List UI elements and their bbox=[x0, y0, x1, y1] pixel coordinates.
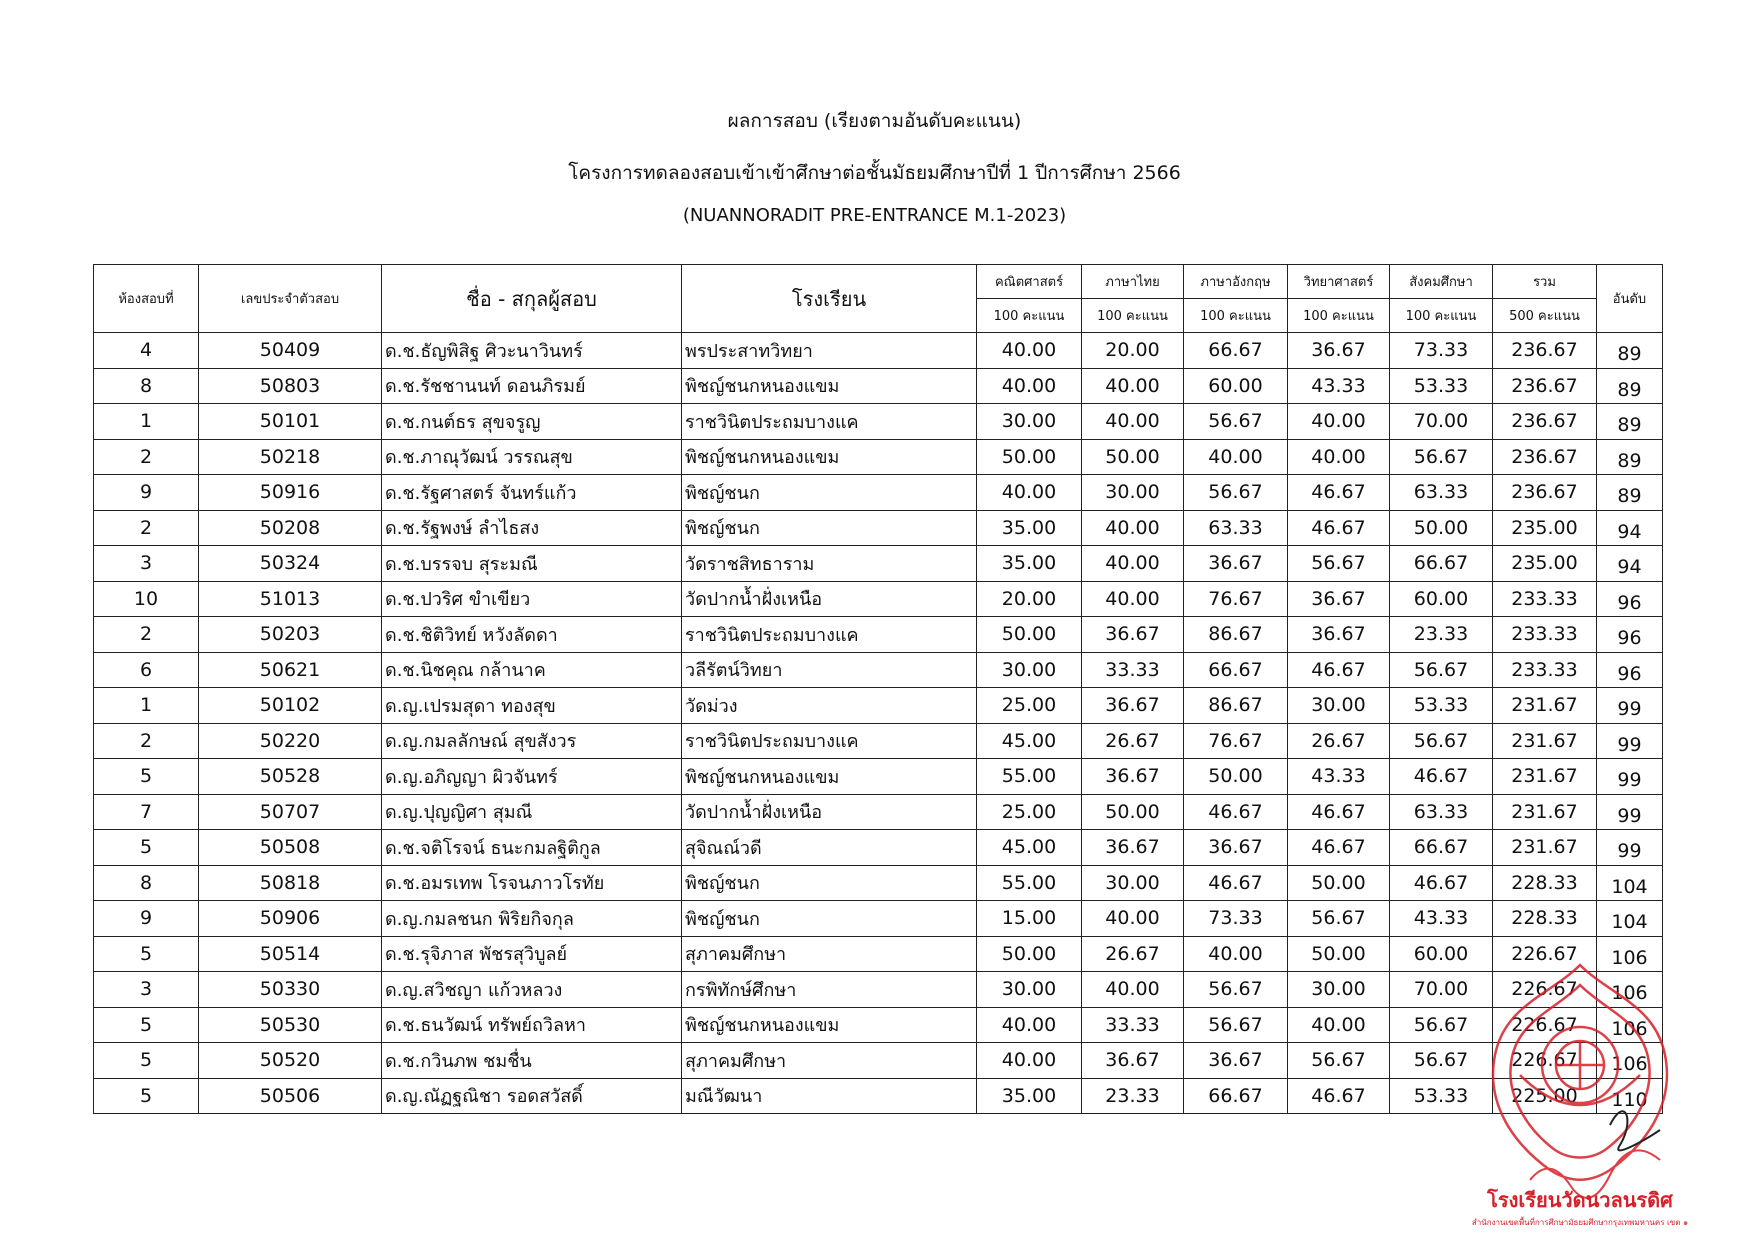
header-max-thai: 100 คะแนน bbox=[1082, 299, 1184, 333]
cell-rank: 106 bbox=[1597, 972, 1663, 1008]
cell-room: 3 bbox=[94, 546, 199, 582]
cell-rank: 96 bbox=[1597, 652, 1663, 688]
header-social: สังคมศึกษา bbox=[1390, 265, 1493, 299]
cell-school: สุจิณณ์วดี bbox=[682, 830, 977, 866]
table-row bbox=[94, 865, 1663, 901]
cell-math: 50.00 bbox=[977, 439, 1082, 475]
header-max-total: 500 คะแนน bbox=[1493, 299, 1597, 333]
cell-rank: 89 bbox=[1597, 475, 1663, 511]
table-row bbox=[94, 759, 1663, 795]
cell-social: 66.67 bbox=[1390, 830, 1493, 866]
table-row bbox=[94, 404, 1663, 440]
cell-name: ด.ญ.อภิญญา ผิวจันทร์ bbox=[382, 759, 682, 795]
cell-rank: 89 bbox=[1597, 439, 1663, 475]
cell-science: 36.67 bbox=[1288, 581, 1390, 617]
cell-social: 73.33 bbox=[1390, 333, 1493, 369]
cell-thai: 33.33 bbox=[1082, 652, 1184, 688]
cell-total: 233.33 bbox=[1493, 581, 1597, 617]
cell-english: 40.00 bbox=[1184, 439, 1288, 475]
cell-name: ด.ช.ภาณุวัฒน์ วรรณสุข bbox=[382, 439, 682, 475]
table-row bbox=[94, 581, 1663, 617]
document-title: ผลการสอบ (เรียงตามอันดับคะแนน) bbox=[727, 110, 1022, 132]
cell-rank: 104 bbox=[1597, 865, 1663, 901]
cell-english: 76.67 bbox=[1184, 723, 1288, 759]
cell-exam-id: 50203 bbox=[199, 617, 382, 653]
cell-school: มณีวัฒนา bbox=[682, 1078, 977, 1114]
cell-thai: 36.67 bbox=[1082, 688, 1184, 724]
cell-english: 36.67 bbox=[1184, 546, 1288, 582]
header-school: โรงเรียน bbox=[682, 265, 977, 333]
cell-total: 226.67 bbox=[1493, 972, 1597, 1008]
cell-thai: 36.67 bbox=[1082, 1043, 1184, 1079]
cell-math: 40.00 bbox=[977, 1043, 1082, 1079]
cell-science: 36.67 bbox=[1288, 617, 1390, 653]
cell-total: 228.33 bbox=[1493, 901, 1597, 937]
cell-science: 40.00 bbox=[1288, 1007, 1390, 1043]
cell-math: 35.00 bbox=[977, 510, 1082, 546]
cell-exam-id: 50508 bbox=[199, 830, 382, 866]
cell-math: 25.00 bbox=[977, 688, 1082, 724]
table-row bbox=[94, 830, 1663, 866]
cell-english: 56.67 bbox=[1184, 475, 1288, 511]
cell-school: พรประสาทวิทยา bbox=[682, 333, 977, 369]
cell-social: 70.00 bbox=[1390, 972, 1493, 1008]
cell-total: 233.33 bbox=[1493, 652, 1597, 688]
table-row bbox=[94, 510, 1663, 546]
cell-science: 40.00 bbox=[1288, 439, 1390, 475]
cell-rank: 96 bbox=[1597, 581, 1663, 617]
cell-thai: 50.00 bbox=[1082, 439, 1184, 475]
cell-thai: 20.00 bbox=[1082, 333, 1184, 369]
table-row bbox=[94, 475, 1663, 511]
cell-english: 46.67 bbox=[1184, 794, 1288, 830]
cell-thai: 40.00 bbox=[1082, 546, 1184, 582]
cell-room: 9 bbox=[94, 901, 199, 937]
cell-social: 56.67 bbox=[1390, 1043, 1493, 1079]
cell-english: 73.33 bbox=[1184, 901, 1288, 937]
cell-social: 60.00 bbox=[1390, 581, 1493, 617]
results-table bbox=[93, 264, 1663, 1114]
cell-total: 228.33 bbox=[1493, 865, 1597, 901]
cell-room: 8 bbox=[94, 865, 199, 901]
cell-exam-id: 50528 bbox=[199, 759, 382, 795]
cell-thai: 36.67 bbox=[1082, 759, 1184, 795]
cell-exam-id: 50102 bbox=[199, 688, 382, 724]
cell-exam-id: 50409 bbox=[199, 333, 382, 369]
cell-exam-id: 50707 bbox=[199, 794, 382, 830]
cell-rank: 99 bbox=[1597, 830, 1663, 866]
cell-name: ด.ญ.ณัฏฐณิชา รอดสวัสดิ์ bbox=[382, 1078, 682, 1114]
table-row bbox=[94, 688, 1663, 724]
table-row bbox=[94, 546, 1663, 582]
header-math: คณิตศาสตร์ bbox=[977, 265, 1082, 299]
cell-total: 231.67 bbox=[1493, 723, 1597, 759]
table-row bbox=[94, 617, 1663, 653]
header-max-math: 100 คะแนน bbox=[977, 299, 1082, 333]
cell-science: 46.67 bbox=[1288, 1078, 1390, 1114]
cell-exam-id: 50330 bbox=[199, 972, 382, 1008]
header-english: ภาษาอังกฤษ bbox=[1184, 265, 1288, 299]
cell-science: 56.67 bbox=[1288, 901, 1390, 937]
cell-science: 36.67 bbox=[1288, 333, 1390, 369]
header-max-english: 100 คะแนน bbox=[1184, 299, 1288, 333]
cell-math: 15.00 bbox=[977, 901, 1082, 937]
cell-school: วัดปากน้ำฝั่งเหนือ bbox=[682, 581, 977, 617]
cell-english: 66.67 bbox=[1184, 333, 1288, 369]
cell-math: 35.00 bbox=[977, 1078, 1082, 1114]
header-exam-id: เลขประจำตัวสอบ bbox=[199, 265, 382, 333]
cell-math: 50.00 bbox=[977, 936, 1082, 972]
cell-room: 8 bbox=[94, 368, 199, 404]
cell-name: ด.ช.ธนวัฒน์ ทรัพย์ถวิลหา bbox=[382, 1007, 682, 1043]
cell-name: ด.ช.รุจิภาส พัชรสุวิบูลย์ bbox=[382, 936, 682, 972]
header-science: วิทยาศาสตร์ bbox=[1288, 265, 1390, 299]
cell-exam-id: 50101 bbox=[199, 404, 382, 440]
table-row bbox=[94, 723, 1663, 759]
cell-exam-id: 50514 bbox=[199, 936, 382, 972]
cell-school: วลีรัตน์วิทยา bbox=[682, 652, 977, 688]
cell-math: 55.00 bbox=[977, 865, 1082, 901]
cell-english: 60.00 bbox=[1184, 368, 1288, 404]
cell-thai: 33.33 bbox=[1082, 1007, 1184, 1043]
cell-social: 46.67 bbox=[1390, 759, 1493, 795]
cell-math: 40.00 bbox=[977, 368, 1082, 404]
cell-exam-id: 50906 bbox=[199, 901, 382, 937]
cell-school: พิชญ์ชนกหนองแขม bbox=[682, 759, 977, 795]
table-row bbox=[94, 901, 1663, 937]
cell-math: 40.00 bbox=[977, 333, 1082, 369]
cell-room: 5 bbox=[94, 936, 199, 972]
cell-name: ด.ช.บรรจบ สุระมณี bbox=[382, 546, 682, 582]
cell-exam-id: 51013 bbox=[199, 581, 382, 617]
cell-exam-id: 50324 bbox=[199, 546, 382, 582]
cell-thai: 30.00 bbox=[1082, 475, 1184, 511]
cell-school: พิชญ์ชนก bbox=[682, 510, 977, 546]
cell-english: 50.00 bbox=[1184, 759, 1288, 795]
cell-rank: 94 bbox=[1597, 546, 1663, 582]
cell-english: 36.67 bbox=[1184, 830, 1288, 866]
cell-rank: 104 bbox=[1597, 901, 1663, 937]
cell-rank: 106 bbox=[1597, 1043, 1663, 1079]
cell-english: 76.67 bbox=[1184, 581, 1288, 617]
cell-room: 10 bbox=[94, 581, 199, 617]
cell-room: 7 bbox=[94, 794, 199, 830]
cell-thai: 40.00 bbox=[1082, 510, 1184, 546]
cell-room: 5 bbox=[94, 1007, 199, 1043]
header-room: ห้องสอบที่ bbox=[94, 265, 199, 333]
table-row bbox=[94, 368, 1663, 404]
cell-room: 2 bbox=[94, 510, 199, 546]
cell-school: กรพิทักษ์ศึกษา bbox=[682, 972, 977, 1008]
cell-total: 236.67 bbox=[1493, 368, 1597, 404]
cell-science: 46.67 bbox=[1288, 510, 1390, 546]
cell-rank: 99 bbox=[1597, 759, 1663, 795]
cell-social: 63.33 bbox=[1390, 794, 1493, 830]
cell-science: 56.67 bbox=[1288, 1043, 1390, 1079]
cell-math: 50.00 bbox=[977, 617, 1082, 653]
cell-rank: 89 bbox=[1597, 404, 1663, 440]
cell-thai: 40.00 bbox=[1082, 404, 1184, 440]
table-row bbox=[94, 1078, 1663, 1114]
cell-total: 231.67 bbox=[1493, 830, 1597, 866]
cell-rank: 99 bbox=[1597, 688, 1663, 724]
cell-thai: 40.00 bbox=[1082, 972, 1184, 1008]
cell-exam-id: 50621 bbox=[199, 652, 382, 688]
cell-total: 231.67 bbox=[1493, 759, 1597, 795]
cell-thai: 23.33 bbox=[1082, 1078, 1184, 1114]
cell-english: 56.67 bbox=[1184, 1007, 1288, 1043]
cell-school: สุภาคมศึกษา bbox=[682, 1043, 977, 1079]
cell-name: ด.ช.กนต์ธร สุขจรูญ bbox=[382, 404, 682, 440]
cell-math: 30.00 bbox=[977, 404, 1082, 440]
cell-exam-id: 50218 bbox=[199, 439, 382, 475]
cell-rank: 89 bbox=[1597, 333, 1663, 369]
header-max-science: 100 คะแนน bbox=[1288, 299, 1390, 333]
cell-school: ราชวินิตประถมบางแค bbox=[682, 617, 977, 653]
cell-social: 56.67 bbox=[1390, 439, 1493, 475]
cell-school: พิชญ์ชนกหนองแขม bbox=[682, 439, 977, 475]
cell-english: 63.33 bbox=[1184, 510, 1288, 546]
cell-thai: 36.67 bbox=[1082, 830, 1184, 866]
cell-thai: 50.00 bbox=[1082, 794, 1184, 830]
cell-science: 43.33 bbox=[1288, 759, 1390, 795]
cell-school: วัดราชสิทธาราม bbox=[682, 546, 977, 582]
cell-room: 4 bbox=[94, 333, 199, 369]
cell-name: ด.ช.กวินภพ ชมชื่น bbox=[382, 1043, 682, 1079]
cell-math: 40.00 bbox=[977, 475, 1082, 511]
cell-science: 26.67 bbox=[1288, 723, 1390, 759]
cell-rank: 96 bbox=[1597, 617, 1663, 653]
cell-total: 235.00 bbox=[1493, 546, 1597, 582]
cell-social: 46.67 bbox=[1390, 865, 1493, 901]
cell-school: วัดปากน้ำฝั่งเหนือ bbox=[682, 794, 977, 830]
cell-total: 233.33 bbox=[1493, 617, 1597, 653]
cell-room: 3 bbox=[94, 972, 199, 1008]
cell-english: 66.67 bbox=[1184, 1078, 1288, 1114]
cell-name: ด.ช.ชิติวิทย์ หวังลัดดา bbox=[382, 617, 682, 653]
cell-thai: 26.67 bbox=[1082, 723, 1184, 759]
cell-room: 2 bbox=[94, 723, 199, 759]
cell-math: 20.00 bbox=[977, 581, 1082, 617]
cell-name: ด.ญ.สวิชญา แก้วหลวง bbox=[382, 972, 682, 1008]
header-name: ชื่อ - สกุลผู้สอบ bbox=[382, 265, 682, 333]
cell-exam-id: 50916 bbox=[199, 475, 382, 511]
cell-thai: 40.00 bbox=[1082, 368, 1184, 404]
cell-total: 236.67 bbox=[1493, 333, 1597, 369]
cell-math: 30.00 bbox=[977, 652, 1082, 688]
cell-social: 66.67 bbox=[1390, 546, 1493, 582]
cell-science: 30.00 bbox=[1288, 688, 1390, 724]
cell-name: ด.ญ.กมลชนก พิริยกิจกุล bbox=[382, 901, 682, 937]
cell-total: 236.67 bbox=[1493, 475, 1597, 511]
cell-english: 36.67 bbox=[1184, 1043, 1288, 1079]
document-project-code: (NUANNORADIT PRE-ENTRANCE M.1-2023) bbox=[682, 205, 1067, 226]
results-body bbox=[94, 333, 1663, 1114]
cell-social: 43.33 bbox=[1390, 901, 1493, 937]
cell-thai: 40.00 bbox=[1082, 901, 1184, 937]
cell-rank: 99 bbox=[1597, 723, 1663, 759]
cell-rank: 106 bbox=[1597, 1007, 1663, 1043]
table-row bbox=[94, 794, 1663, 830]
cell-school: พิชญ์ชนกหนองแขม bbox=[682, 368, 977, 404]
stamp-office-text: สำนักงานเขตพื้นที่การศึกษามัธยมศึกษากรุงเทพมหานคร เขต ๑ bbox=[1471, 1218, 1689, 1227]
cell-exam-id: 50220 bbox=[199, 723, 382, 759]
cell-total: 225.00 bbox=[1493, 1078, 1597, 1114]
cell-room: 2 bbox=[94, 439, 199, 475]
header-row bbox=[94, 265, 1663, 299]
cell-school: สุภาคมศึกษา bbox=[682, 936, 977, 972]
cell-math: 40.00 bbox=[977, 1007, 1082, 1043]
cell-math: 45.00 bbox=[977, 723, 1082, 759]
cell-exam-id: 50530 bbox=[199, 1007, 382, 1043]
cell-social: 56.67 bbox=[1390, 652, 1493, 688]
cell-social: 56.67 bbox=[1390, 1007, 1493, 1043]
cell-room: 5 bbox=[94, 759, 199, 795]
cell-social: 60.00 bbox=[1390, 936, 1493, 972]
cell-science: 50.00 bbox=[1288, 865, 1390, 901]
cell-english: 40.00 bbox=[1184, 936, 1288, 972]
cell-total: 231.67 bbox=[1493, 794, 1597, 830]
cell-science: 40.00 bbox=[1288, 404, 1390, 440]
cell-science: 43.33 bbox=[1288, 368, 1390, 404]
cell-math: 35.00 bbox=[977, 546, 1082, 582]
cell-science: 56.67 bbox=[1288, 546, 1390, 582]
cell-school: พิชญ์ชนกหนองแขม bbox=[682, 1007, 977, 1043]
cell-name: ด.ช.อมรเทพ โรจนภาวโรทัย bbox=[382, 865, 682, 901]
cell-room: 6 bbox=[94, 652, 199, 688]
cell-total: 231.67 bbox=[1493, 688, 1597, 724]
cell-thai: 30.00 bbox=[1082, 865, 1184, 901]
cell-social: 53.33 bbox=[1390, 368, 1493, 404]
cell-total: 236.67 bbox=[1493, 404, 1597, 440]
cell-science: 30.00 bbox=[1288, 972, 1390, 1008]
cell-math: 55.00 bbox=[977, 759, 1082, 795]
cell-rank: 110 bbox=[1597, 1078, 1663, 1114]
cell-exam-id: 50803 bbox=[199, 368, 382, 404]
cell-total: 236.67 bbox=[1493, 439, 1597, 475]
cell-name: ด.ญ.กมลลักษณ์ สุขสังวร bbox=[382, 723, 682, 759]
cell-social: 70.00 bbox=[1390, 404, 1493, 440]
cell-english: 86.67 bbox=[1184, 617, 1288, 653]
cell-total: 226.67 bbox=[1493, 936, 1597, 972]
table-row bbox=[94, 1007, 1663, 1043]
cell-exam-id: 50818 bbox=[199, 865, 382, 901]
header-thai: ภาษาไทย bbox=[1082, 265, 1184, 299]
cell-social: 53.33 bbox=[1390, 688, 1493, 724]
cell-school: ราชวินิตประถมบางแค bbox=[682, 404, 977, 440]
cell-room: 5 bbox=[94, 830, 199, 866]
table-row bbox=[94, 333, 1663, 369]
cell-total: 226.67 bbox=[1493, 1007, 1597, 1043]
cell-math: 30.00 bbox=[977, 972, 1082, 1008]
cell-rank: 94 bbox=[1597, 510, 1663, 546]
cell-social: 50.00 bbox=[1390, 510, 1493, 546]
cell-name: ด.ช.รัฐศาสตร์ จันทร์แก้ว bbox=[382, 475, 682, 511]
cell-school: ราชวินิตประถมบางแค bbox=[682, 723, 977, 759]
cell-rank: 89 bbox=[1597, 368, 1663, 404]
table-row bbox=[94, 439, 1663, 475]
cell-science: 46.67 bbox=[1288, 794, 1390, 830]
cell-room: 2 bbox=[94, 617, 199, 653]
cell-english: 56.67 bbox=[1184, 404, 1288, 440]
cell-rank: 99 bbox=[1597, 794, 1663, 830]
cell-thai: 40.00 bbox=[1082, 581, 1184, 617]
cell-room: 9 bbox=[94, 475, 199, 511]
cell-room: 1 bbox=[94, 688, 199, 724]
cell-thai: 26.67 bbox=[1082, 936, 1184, 972]
cell-total: 226.67 bbox=[1493, 1043, 1597, 1079]
cell-name: ด.ช.จติโรจน์ ธนะกมลฐิติกูล bbox=[382, 830, 682, 866]
cell-math: 25.00 bbox=[977, 794, 1082, 830]
cell-name: ด.ช.ปวริศ ขำเขียว bbox=[382, 581, 682, 617]
cell-name: ด.ช.รัชชานนท์ ดอนภิรมย์ bbox=[382, 368, 682, 404]
cell-social: 23.33 bbox=[1390, 617, 1493, 653]
table-row bbox=[94, 1043, 1663, 1079]
header-total: รวม bbox=[1493, 265, 1597, 299]
cell-english: 66.67 bbox=[1184, 652, 1288, 688]
cell-social: 63.33 bbox=[1390, 475, 1493, 511]
header-max-social: 100 คะแนน bbox=[1390, 299, 1493, 333]
cell-exam-id: 50520 bbox=[199, 1043, 382, 1079]
cell-science: 46.67 bbox=[1288, 830, 1390, 866]
cell-name: ด.ช.นิชคุณ กล้านาค bbox=[382, 652, 682, 688]
cell-exam-id: 50506 bbox=[199, 1078, 382, 1114]
cell-rank: 106 bbox=[1597, 936, 1663, 972]
cell-science: 50.00 bbox=[1288, 936, 1390, 972]
cell-name: ด.ช.รัฐพงษ์ ลำไธสง bbox=[382, 510, 682, 546]
cell-exam-id: 50208 bbox=[199, 510, 382, 546]
cell-thai: 36.67 bbox=[1082, 617, 1184, 653]
cell-total: 235.00 bbox=[1493, 510, 1597, 546]
cell-name: ด.ญ.เปรมสุดา ทองสุข bbox=[382, 688, 682, 724]
cell-english: 46.67 bbox=[1184, 865, 1288, 901]
cell-social: 53.33 bbox=[1390, 1078, 1493, 1114]
cell-school: พิชญ์ชนก bbox=[682, 901, 977, 937]
cell-math: 45.00 bbox=[977, 830, 1082, 866]
table-row bbox=[94, 936, 1663, 972]
cell-science: 46.67 bbox=[1288, 652, 1390, 688]
header-rank: อันดับ bbox=[1597, 265, 1663, 333]
cell-school: พิชญ์ชนก bbox=[682, 475, 977, 511]
cell-english: 56.67 bbox=[1184, 972, 1288, 1008]
stamp-school-name: โรงเรียนวัดนวลนรดิศ bbox=[1487, 1188, 1673, 1212]
cell-school: วัดม่วง bbox=[682, 688, 977, 724]
cell-school: พิชญ์ชนก bbox=[682, 865, 977, 901]
cell-english: 86.67 bbox=[1184, 688, 1288, 724]
cell-science: 46.67 bbox=[1288, 475, 1390, 511]
cell-room: 1 bbox=[94, 404, 199, 440]
document-subtitle: โครงการทดลองสอบเข้าเข้าศึกษาต่อชั้นมัธยมศึกษาปีที่ 1 ปีการศึกษา 2566 bbox=[568, 162, 1181, 184]
table-row bbox=[94, 652, 1663, 688]
cell-room: 5 bbox=[94, 1078, 199, 1114]
cell-room: 5 bbox=[94, 1043, 199, 1079]
table-row bbox=[94, 972, 1663, 1008]
cell-name: ด.ญ.ปุญญิศา สุมณี bbox=[382, 794, 682, 830]
cell-name: ด.ช.ธัญพิสิฐ ศิวะนาวินทร์ bbox=[382, 333, 682, 369]
cell-social: 56.67 bbox=[1390, 723, 1493, 759]
